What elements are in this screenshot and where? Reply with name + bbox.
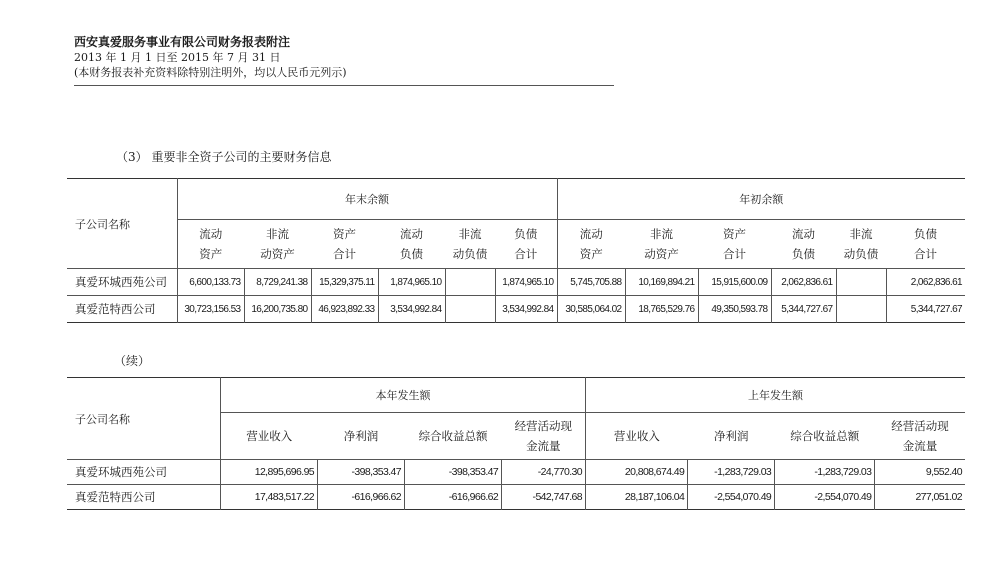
column-header-text: 非流 (650, 227, 673, 241)
table-cell (836, 296, 886, 323)
table-row (67, 269, 965, 296)
table-cell: 12,895,696.95 (220, 460, 317, 485)
income-table (67, 377, 965, 510)
group-header-year-start: 年初余额 (557, 179, 965, 220)
column-header (404, 413, 501, 460)
table-cell: 2,062,836.61 (886, 269, 965, 296)
column-header-text: 负债 (792, 247, 815, 261)
table-cell (445, 269, 495, 296)
table-cell: -398,353.47 (404, 460, 501, 485)
column-header (771, 220, 836, 269)
table-cell: 5,745,705.88 (557, 269, 625, 296)
column-header (886, 220, 965, 269)
column-header-text: 动资产 (644, 247, 679, 261)
column-header-text: 合计 (333, 247, 356, 261)
column-header-text: 资产 (333, 227, 356, 241)
table-cell: 2,062,836.61 (771, 269, 836, 296)
subsidiary-name: 真爱范特西公司 (75, 490, 156, 504)
table-cell: 28,187,106.04 (586, 485, 688, 510)
column-header-text: 合计 (514, 247, 538, 261)
column-header-text: 金流量 (902, 439, 938, 453)
column-header (875, 413, 965, 460)
table-cell: -616,966.62 (318, 485, 405, 510)
report-header (74, 34, 614, 86)
table-cell: -24,770.30 (502, 460, 586, 485)
column-header (557, 220, 625, 269)
column-header-text: 综合收益总额 (790, 429, 860, 443)
table-cell: 277,051.02 (875, 485, 965, 510)
table-cell: -1,283,729.03 (775, 460, 875, 485)
table-cell (445, 296, 495, 323)
section-title: （3） 重要非全资子公司的主要财务信息 (116, 150, 332, 164)
name-header: 子公司名称 (75, 412, 130, 426)
column-header-text: 合计 (723, 247, 746, 261)
group-header-current-year: 本年发生额 (220, 378, 585, 413)
column-header-text: 经营活动现 (514, 419, 573, 433)
subsidiary-name: 真爱环城西苑公司 (75, 465, 167, 479)
table-row (67, 485, 965, 510)
table-cell: 1,874,965.10 (378, 269, 445, 296)
table-cell: 8,729,241.38 (244, 269, 311, 296)
group-header-prior-year: 上年发生额 (586, 378, 966, 413)
column-header (220, 413, 317, 460)
report-note: (本财务报表补充资料除特别注明外，均以人民币元列示) (74, 66, 347, 79)
column-header-text: 动资产 (260, 247, 295, 261)
table-cell: -1,283,729.03 (688, 460, 775, 485)
table-cell: 5,344,727.67 (771, 296, 836, 323)
report-title: 西安真爱服务事业有限公司财务报表附注 (74, 35, 291, 49)
column-header-text: 负债 (400, 247, 423, 261)
table-cell: 15,915,600.09 (698, 269, 771, 296)
column-header (177, 220, 244, 269)
table-cell: -398,353.47 (318, 460, 405, 485)
column-header-text: 流动 (579, 227, 603, 241)
table-cell: 5,344,727.67 (886, 296, 965, 323)
column-header (586, 413, 688, 460)
continued-label: （续） (114, 354, 151, 368)
table-cell: 6,600,133.73 (177, 269, 244, 296)
column-header (445, 220, 495, 269)
column-header-text: 负债 (514, 227, 538, 241)
table-cell: -616,966.62 (404, 485, 501, 510)
column-header-text: 非流 (458, 227, 482, 241)
column-header-text: 净利润 (713, 429, 749, 443)
column-header (625, 220, 698, 269)
table-cell: 20,808,674.49 (586, 460, 688, 485)
table-cell: 9,552.40 (875, 460, 965, 485)
table-row (67, 296, 965, 323)
balance-table (67, 178, 965, 323)
table-cell: 49,350,593.78 (698, 296, 771, 323)
column-header-text: 流动 (199, 227, 223, 241)
column-header (698, 220, 771, 269)
column-header (378, 220, 445, 269)
column-header-text: 净利润 (343, 429, 379, 443)
column-header (502, 413, 586, 460)
column-header-text: 金流量 (526, 439, 561, 453)
table-cell: 10,169,894.21 (625, 269, 698, 296)
table-cell: -542,747.68 (502, 485, 586, 510)
column-header (318, 413, 405, 460)
column-header-text: 经营活动现 (891, 419, 949, 433)
column-header-text: 综合收益总额 (418, 429, 488, 443)
column-header (688, 413, 775, 460)
table-row (67, 460, 965, 485)
column-header-text: 合计 (914, 247, 937, 261)
table-cell (836, 269, 886, 296)
column-header-text: 营业收入 (613, 429, 660, 443)
name-header: 子公司名称 (75, 217, 130, 231)
table-cell: 46,923,892.33 (311, 296, 378, 323)
report-period: 2013 年 1 月 1 日至 2015 年 7 月 31 日 (74, 51, 281, 64)
table-cell: 30,723,156.53 (177, 296, 244, 323)
column-header (775, 413, 875, 460)
column-header (836, 220, 886, 269)
column-header-text: 流动 (792, 227, 815, 241)
table-cell: 17,483,517.22 (220, 485, 317, 510)
table-cell: -2,554,070.49 (775, 485, 875, 510)
table-cell: 3,534,992.84 (378, 296, 445, 323)
column-header-text: 资产 (723, 227, 746, 241)
column-header-text: 非流 (849, 227, 873, 241)
column-header-text: 营业收入 (246, 429, 293, 443)
subsidiary-name: 真爱范特西公司 (75, 302, 156, 316)
column-header-text: 资产 (199, 247, 223, 261)
column-header-text: 负债 (914, 227, 937, 241)
column-header (311, 220, 378, 269)
column-header-text: 流动 (400, 227, 423, 241)
subsidiary-name: 真爱环城西苑公司 (75, 275, 167, 289)
column-header-text: 非流 (266, 227, 289, 241)
table-cell: 15,329,375.11 (311, 269, 378, 296)
group-header-year-end: 年末余额 (177, 179, 557, 220)
column-header-text: 动负债 (843, 247, 879, 261)
table-cell: 3,534,992.84 (495, 296, 557, 323)
column-header (244, 220, 311, 269)
table-cell: 16,200,735.80 (244, 296, 311, 323)
column-header-text: 动负债 (452, 247, 488, 261)
table-cell: 18,765,529.76 (625, 296, 698, 323)
column-header (495, 220, 557, 269)
table-cell: -2,554,070.49 (688, 485, 775, 510)
column-header-text: 资产 (579, 247, 603, 261)
table-cell: 1,874,965.10 (495, 269, 557, 296)
table-cell: 30,585,064.02 (557, 296, 625, 323)
